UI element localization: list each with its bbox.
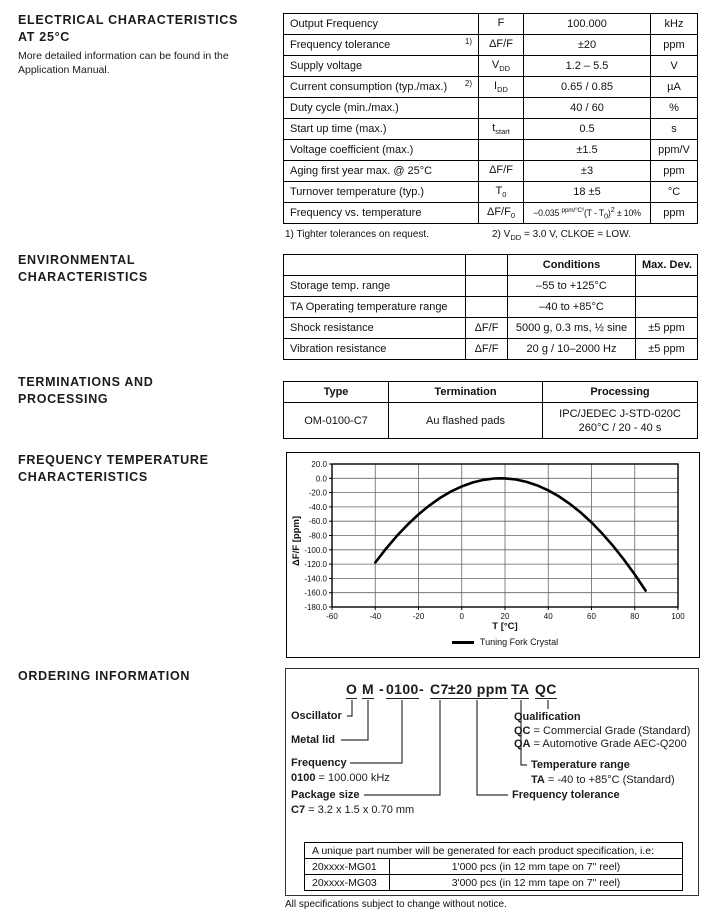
heading-line: FREQUENCY TEMPERATURE xyxy=(18,453,209,467)
svg-text:-180.0: -180.0 xyxy=(304,603,327,612)
svg-text:-20.0: -20.0 xyxy=(308,488,327,498)
environmental-table xyxy=(283,254,698,360)
svg-text:-40.0: -40.0 xyxy=(308,502,327,512)
section-freqtemp-heading xyxy=(18,452,276,486)
label-metal-lid: Metal lid xyxy=(291,734,336,746)
heading-line: PROCESSING xyxy=(18,392,109,406)
label-qualification-qa: QA = Automotive Grade AEC-Q200 xyxy=(514,738,687,750)
table-row: Voltage coefficient (max.) ±1.5 ppm/V xyxy=(284,140,698,161)
svg-text:40: 40 xyxy=(543,612,553,621)
label-frequency-detail: 0100 = 100.000 kHz xyxy=(291,772,390,784)
table-row: Turnover temperature (typ.) $T_0$ 18 ±5 °C xyxy=(284,182,698,203)
heading-line: CHARACTERISTICS xyxy=(18,270,148,284)
part-token-metal-lid: M xyxy=(362,681,375,697)
part-token-oscillator: O xyxy=(346,681,358,697)
y-axis-label: ΔF/F [ppm] xyxy=(291,515,302,566)
label-package-detail: C7 = 3.2 x 1.5 x 0.70 mm xyxy=(291,804,415,816)
svg-text:20.0: 20.0 xyxy=(311,460,327,469)
svg-text:20: 20 xyxy=(500,612,510,621)
svg-text:0.0: 0.0 xyxy=(315,474,327,484)
ordering-info-box xyxy=(285,668,699,896)
table-row: 20xxxx-MG03 3'000 pcs (in 12 mm tape on 7" reel) xyxy=(305,875,683,891)
label-qualification: Qualification xyxy=(514,711,581,723)
heading-line: ELECTRICAL CHARACTERISTICS xyxy=(18,13,239,27)
table-row: Supply voltage $V_{DD}$ 1.2 – 5.5 V xyxy=(284,56,698,77)
legend-label: Tuning Fork Crystal xyxy=(479,637,559,647)
freq-temp-chart xyxy=(286,452,700,658)
legend-line-swatch xyxy=(452,641,474,644)
svg-text:-60.0: -60.0 xyxy=(308,517,327,527)
table-row: Vibration resistance ΔF/F 20 g / 10–2000 Hz ±5 ppm xyxy=(284,339,698,360)
svg-text:-80.0: -80.0 xyxy=(308,531,327,541)
label-package-size: Package size xyxy=(291,789,360,801)
part-token-frequency: 0100 xyxy=(386,681,419,697)
svg-text:0: 0 xyxy=(459,612,464,621)
svg-text:-160.0: -160.0 xyxy=(304,588,327,598)
table-row: Output Frequency F 100.000 kHz xyxy=(284,14,698,35)
svg-text:60: 60 xyxy=(587,612,596,621)
table-row: Frequency vs. temperature $\Delta F/F_0$ −0.035 $^{ppm/^\circ C^2}(T - T_0)^2 \pm 10\%$ ppm xyxy=(284,203,698,224)
svg-text:-60: -60 xyxy=(326,612,338,621)
table-header-row: Conditions Max. Dev. xyxy=(284,255,698,276)
note-line: More detailed information can be found in the xyxy=(18,50,229,62)
svg-text:-40: -40 xyxy=(369,612,382,621)
label-temperature-detail: TA = -40 to +85°C (Standard) xyxy=(531,774,675,786)
part-token-temp-range: TA xyxy=(511,681,530,697)
part-token-tolerance: ±20 ppm xyxy=(448,681,508,697)
section-electrical-heading xyxy=(18,12,276,77)
part-token-dash: - xyxy=(379,681,385,697)
terminations-table xyxy=(283,381,698,439)
part-token-package: C7 xyxy=(430,681,449,697)
section-environmental-heading xyxy=(18,252,276,286)
svg-text:-20: -20 xyxy=(412,612,425,621)
table-header-row: A unique part number will be generated for each product specification, i.e: xyxy=(305,843,683,859)
part-token-dash: - xyxy=(419,681,425,697)
table-row: Storage temp. range –55 to +125°C xyxy=(284,276,698,297)
svg-text:-120.0: -120.0 xyxy=(304,560,327,570)
svg-text:100: 100 xyxy=(671,612,685,621)
page-footer-note: All specifications subject to change without notice. xyxy=(285,899,507,910)
heading-line: CHARACTERISTICS xyxy=(18,470,148,484)
label-qualification-qc: QC = Commercial Grade (Standard) xyxy=(514,725,691,737)
part-token-qualification: QC xyxy=(535,681,557,697)
svg-text:-140.0: -140.0 xyxy=(304,574,327,584)
label-frequency-tolerance: Frequency tolerance xyxy=(512,789,620,801)
table-row: Aging first year max. @ 25°C ΔF/F ±3 ppm xyxy=(284,161,698,182)
label-temperature-range: Temperature range xyxy=(531,759,630,771)
section-terminations-heading xyxy=(18,374,276,408)
label-oscillator: Oscillator xyxy=(291,710,342,722)
table-row: Shock resistance ΔF/F 5000 g, 0.3 ms, ½ sine ±5 ppm xyxy=(284,318,698,339)
note-line: Application Manual. xyxy=(18,64,110,76)
heading-line: TERMINATIONS AND xyxy=(18,375,154,389)
svg-text:80: 80 xyxy=(630,612,640,621)
table-row: 1) Frequency tolerance ΔF/F ±20 ppm xyxy=(284,35,698,56)
label-frequency: Frequency xyxy=(291,757,347,769)
table-row: Start up time (max.) $t_{start}$ 0.5 s xyxy=(284,119,698,140)
heading-line: ENVIRONMENTAL xyxy=(18,253,136,267)
part-number-note-table xyxy=(304,842,683,891)
footnote-2: 2) $V_{DD} = 3.0$ V, CLKOE = LOW. xyxy=(492,229,631,242)
table-row: TA Operating temperature range –40 to +85°C xyxy=(284,297,698,318)
heading-line: AT 25°C xyxy=(18,30,71,44)
formula-frequency-vs-temperature: −0.035 $^{ppm/^\circ C^2}(T - T_0)^2 \pm 10\%$ xyxy=(524,203,651,224)
table-row: Duty cycle (min./max.) 40 / 60 % xyxy=(284,98,698,119)
footnote-1: 1) Tighter tolerances on request. xyxy=(285,229,429,240)
chart-legend xyxy=(332,637,678,647)
table-header-row: Type Termination Processing xyxy=(284,382,698,403)
svg-text:-100.0: -100.0 xyxy=(304,545,327,555)
section-ordering-heading xyxy=(18,668,276,685)
x-axis-label: T [°C] xyxy=(492,621,518,632)
electrical-table xyxy=(283,13,698,224)
table-row: OM-0100-C7 Au flashed pads IPC/JEDEC J-STD-020C 260°C / 20 - 40 s xyxy=(284,403,698,439)
table-row: 2) Current consumption (typ./max.) $I_{DD}$ 0.65 / 0.85 µA xyxy=(284,77,698,98)
table-row: 20xxxx-MG01 1'000 pcs (in 12 mm tape on 7" reel) xyxy=(305,859,683,875)
heading-line: ORDERING INFORMATION xyxy=(18,669,191,683)
